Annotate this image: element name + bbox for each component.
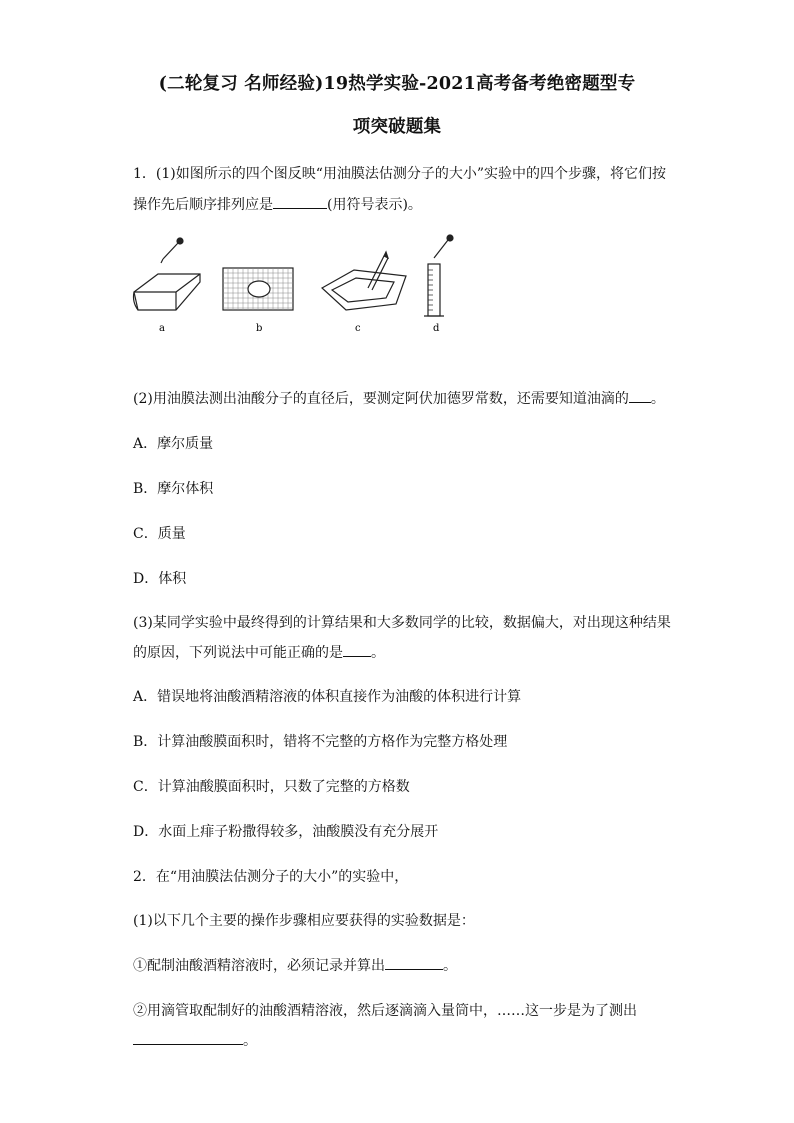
q1-part2-option-c: C．质量 xyxy=(133,526,186,542)
q2-item1-text-end: 。 xyxy=(443,958,457,974)
q1-part3-option-d: D．水面上痱子粉撒得较多，油酸膜没有充分展开 xyxy=(133,824,439,840)
q2-item2: ②用滴管取配制好的油酸酒精溶液，然后逐滴滴入量筒中，……这一步是为了测出 xyxy=(133,1003,637,1019)
q1-part3-option-b: B．计算油酸膜面积时，错将不完整的方格作为完整方格处理 xyxy=(133,734,508,750)
figure-label-b: b xyxy=(256,323,263,334)
q2-intro: 2．在“用油膜法估测分子的大小”的实验中， xyxy=(133,869,409,885)
q2-sub1: (1)以下几个主要的操作步骤相应要获得的实验数据是： xyxy=(133,913,475,929)
figure-label-c: c xyxy=(355,323,361,334)
document-title-line-2: 项突破题集 xyxy=(352,117,442,137)
q1-part2-option-d: D．体积 xyxy=(133,571,187,587)
q2-item2-end: 。 xyxy=(243,1033,257,1049)
answer-blank xyxy=(629,390,651,403)
figure-c-tray-with-pen xyxy=(322,252,406,310)
q1-part1-text: 操作先后顺序排列应是 xyxy=(133,197,273,213)
document-title-line-1: (二轮复习 名师经验)19热学实验-2021高考备考绝密题型专 xyxy=(158,74,636,94)
q1-part2-text: (2)用油膜法测出油酸分子的直径后，要测定阿伏加德罗常数，还需要知道油滴的 xyxy=(133,391,629,407)
q1-part1-line1: 1．(1)如图所示的四个图反映“用油膜法估测分子的大小”实验中的四个步骤，将它们按 xyxy=(133,166,667,182)
figure-a-tray-with-dropper xyxy=(134,238,201,310)
answer-blank xyxy=(273,196,327,209)
q1-part1-line2 xyxy=(133,194,673,214)
q1-part2-option-a: A．摩尔质量 xyxy=(133,436,214,452)
figure-label-d: d xyxy=(433,323,440,334)
q1-part3-line2 xyxy=(133,642,673,662)
q1-part2-question xyxy=(133,388,673,408)
answer-blank xyxy=(385,957,443,970)
q1-part3-option-a: A．错误地将油酸酒精溶液的体积直接作为油酸的体积进行计算 xyxy=(133,689,522,705)
q2-item1 xyxy=(133,955,673,975)
q1-part3-text-end: 。 xyxy=(371,645,385,661)
figure-b-grid-with-film xyxy=(223,268,293,310)
figure-d-cylinder-with-dropper xyxy=(424,235,453,316)
answer-blank xyxy=(343,644,371,657)
q1-part1-text-end: (用符号表示)。 xyxy=(327,197,422,213)
q1-part3-line1: (3)某同学实验中最终得到的计算结果和大多数同学的比较，数据偏大，对出现这种结果 xyxy=(133,615,671,631)
q1-part2-option-b: B．摩尔体积 xyxy=(133,481,214,497)
q2-item1-text: ①配制油酸酒精溶液时，必须记录并算出 xyxy=(133,958,385,974)
q1-part3-option-c: C．计算油酸膜面积时，只数了完整的方格数 xyxy=(133,779,410,795)
answer-blank xyxy=(133,1032,243,1045)
q2-item2-answer-line xyxy=(133,1030,673,1050)
q1-part2-text-end: 。 xyxy=(650,391,665,407)
experiment-steps-figure xyxy=(128,230,468,340)
q1-part3-text: 的原因，下列说法中可能正确的是 xyxy=(133,645,343,661)
figure-label-a: a xyxy=(159,323,165,334)
